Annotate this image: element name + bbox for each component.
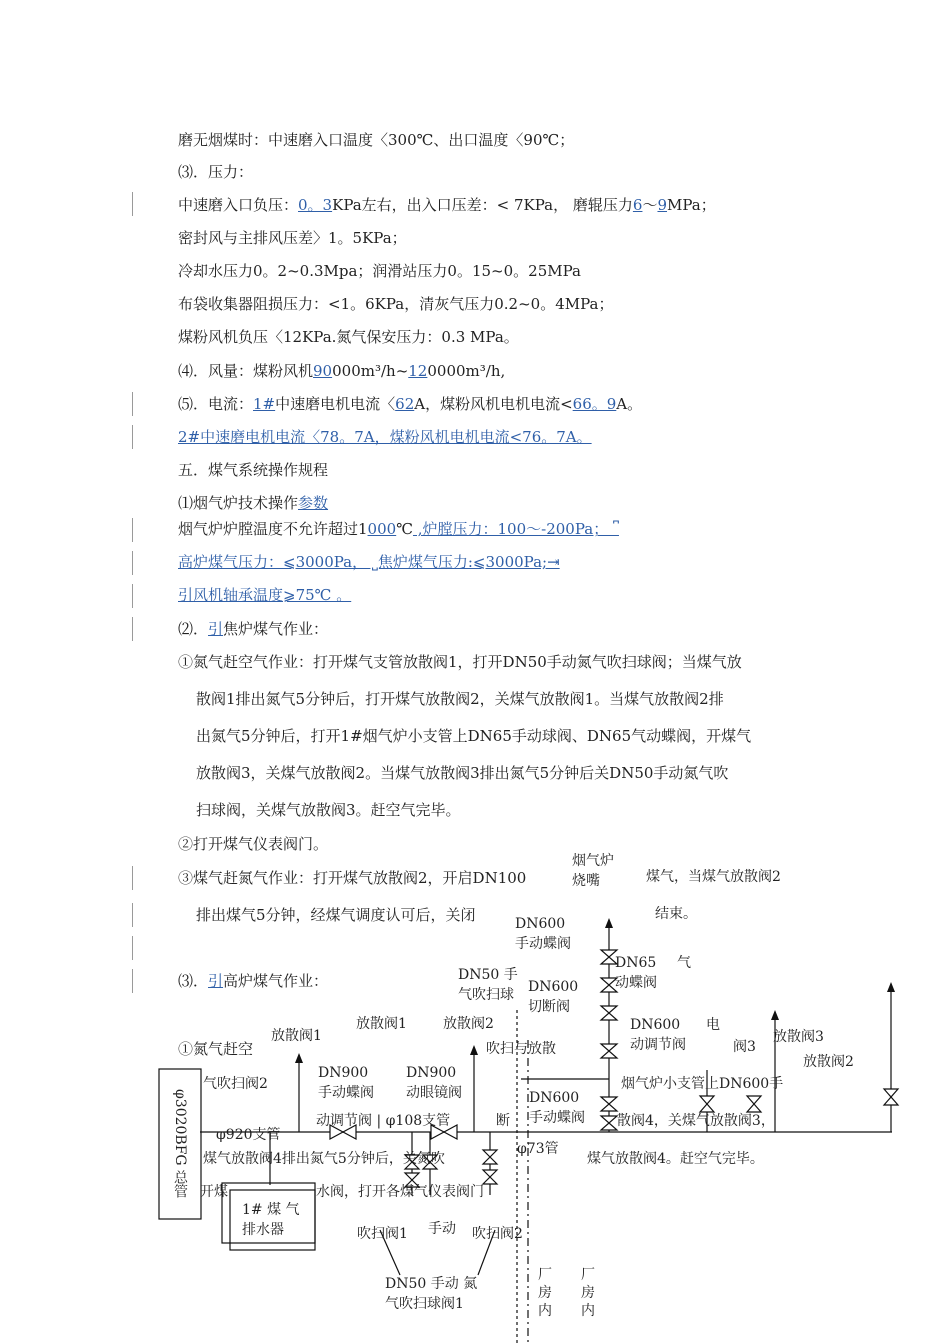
diagram-label: 烟气炉 xyxy=(572,853,614,869)
diagram-label: 1# 煤 气 xyxy=(242,1202,300,1218)
diagram-label: 厂 xyxy=(538,1267,552,1283)
diagram-label: 手动蝶阀 xyxy=(515,936,571,952)
text-run: 密封风与主排风压差〉1。5KPa； xyxy=(178,229,407,247)
text-run: A。 xyxy=(616,395,643,413)
text-run: 焦炉煤气作业： xyxy=(223,620,329,638)
diagram-label: DN600 xyxy=(630,1017,681,1033)
diagram-label: 气 xyxy=(677,955,691,971)
text-run: ①氮气赶空 xyxy=(178,1040,254,1058)
text-run: 66。9 xyxy=(572,395,617,413)
text-run: ～ xyxy=(642,196,658,214)
diagram-label: DN600 xyxy=(515,916,566,932)
diagram-label: 气吹扫球 xyxy=(458,987,514,1003)
text-run: 高炉煤气压力：⩽3000Pa， ⎵焦炉煤气压力:⩽3000Pa;⇥ xyxy=(178,553,560,571)
text-run: 磨无烟煤时：中速磨入口温度〈300℃、出口温度〈90℃； xyxy=(178,131,575,149)
diagram-label: 煤气放散阀4排出氮气5分钟后，关氮吹 xyxy=(203,1151,445,1167)
diagram-label: 动调节阀 | φ108支管 xyxy=(316,1113,451,1129)
text-run: 000m³/h~ xyxy=(332,362,409,380)
diagram-label: 内 xyxy=(581,1303,595,1319)
text-run: 9 xyxy=(657,196,668,214)
text-run: ⑵． xyxy=(178,620,209,638)
diagram-label: 阀3 xyxy=(733,1039,756,1055)
diagram-label: 煤气放散阀4。赶空气完毕。 xyxy=(587,1151,764,1167)
text-run: ②打开煤气仪表阀门。 xyxy=(178,835,329,853)
diagram-label: 切断阀 xyxy=(528,999,570,1015)
diagram-label: 排水器 xyxy=(242,1222,284,1238)
text-run: ⑶． xyxy=(178,972,209,990)
diagram-label: 结束。 xyxy=(655,906,697,922)
text-run: 6 xyxy=(632,196,643,214)
text-run: 扫球阀，关煤气放散阀3。赶空气完毕。 xyxy=(196,801,461,819)
text-run: 放散阀3，关煤气放散阀2。当煤气放散阀3排出氮气5分钟后关DN50手动氮气吹 xyxy=(196,764,729,782)
text-run: 布袋收集器阻损压力：<1。6KPa，清灰气压力0.2~0。4MPa； xyxy=(178,295,614,313)
text-run: ⑷．风量：煤粉风机 xyxy=(178,362,314,380)
diagram-label: DN900 xyxy=(318,1065,369,1081)
diagram-label: 手动蝶阀 xyxy=(318,1085,374,1101)
diagram-label: 房 xyxy=(581,1285,595,1301)
diagram-label: DN900 xyxy=(406,1065,457,1081)
text-run: 0000m³/h, xyxy=(427,362,506,380)
text-run: 烟气炉炉膛温度不允许超过1 xyxy=(178,520,368,538)
text-run: 62 xyxy=(395,395,415,413)
text-run: ⑸．电流： xyxy=(178,395,254,413)
diagram-label: 手动蝶阀 xyxy=(529,1110,585,1126)
text-run: 散阀1排出氮气5分钟后，打开煤气放散阀2，关煤气放散阀1。当煤气放散阀2排 xyxy=(196,690,724,708)
diagram-label: 放散阀2 xyxy=(803,1054,854,1070)
main-pipe-label: φ3020BFG 总管 xyxy=(172,1089,188,1199)
diagram-label: 动蝶阀 xyxy=(615,975,657,991)
diagram-label: 动眼镜阀 xyxy=(406,1085,462,1101)
text-run: ℃ xyxy=(396,520,413,538)
diagram-label: DN600 xyxy=(529,1090,580,1106)
diagram-label: 水阀，打开各煤气仪表阀门 xyxy=(316,1184,484,1200)
diagram-label: 放散阀3 xyxy=(773,1029,824,1045)
diagram-label: 吹扫阀1 xyxy=(357,1226,408,1242)
diagram-label: 吹扫阀2 xyxy=(472,1226,523,1242)
text-run: 排出煤气5分钟，经煤气调度认可后，关闭 xyxy=(196,906,476,924)
diagram-label: DN50 手动 氮 xyxy=(385,1276,478,1292)
text-run: 1# xyxy=(253,395,276,413)
text-run: 12 xyxy=(408,362,428,380)
text-run: 中速磨电机电流〈 xyxy=(275,395,396,413)
text-run: 中速磨入口负压： xyxy=(178,196,299,214)
text-run: ,炉膛压力：100～-200Pa； ⎴ xyxy=(412,520,619,538)
diagram-label: 散阀4，关煤气放散阀3， xyxy=(617,1113,775,1129)
text-run: 引 xyxy=(208,972,224,990)
diagram-label: 内 xyxy=(538,1303,552,1319)
diagram-label: 手动 xyxy=(428,1221,456,1237)
text-run: 冷却水压力0。2~0.3Mpa；润滑站压力0。15~0。25MPa xyxy=(178,262,581,280)
text-run: 五．煤气系统操作规程 xyxy=(178,461,329,479)
text-run: ⑶．压力： xyxy=(178,163,254,181)
diagram-label: 开煤 xyxy=(200,1184,228,1200)
text-run: 参数 xyxy=(298,494,329,512)
diagram-label: φ73管 xyxy=(517,1141,559,1157)
diagram-label: 放散阀1 xyxy=(271,1028,322,1044)
diagram-label: 气吹扫球阀1 xyxy=(385,1296,464,1312)
text-run: MPa； xyxy=(667,196,716,214)
text-run: 2#中速磨电机电流〈78。7A，煤粉风机电机电流<76。7A。 xyxy=(178,428,592,446)
diagram-label: φ920支管 xyxy=(216,1127,281,1143)
diagram-label: 烧嘴 xyxy=(572,873,600,889)
diagram-label: 断 xyxy=(496,1113,510,1129)
diagram-label: 电 xyxy=(706,1017,720,1033)
text-run: KPa左右，出入口压差：< 7KPa， 磨辊压力 xyxy=(332,196,633,214)
text-run: 高炉煤气作业： xyxy=(223,972,329,990)
diagram-label: DN65 xyxy=(615,955,657,971)
text-run: 煤粉风机负压〈12KPa.氮气保安压力：0.3 MPa。 xyxy=(178,328,519,346)
diagram-label: 气吹扫阀2 xyxy=(203,1076,268,1092)
text-run: 90 xyxy=(313,362,333,380)
text-run: 出氮气5分钟后，打开1#烟气炉小支管上DN65手动球阀、DN65气动蝶阀，开煤气 xyxy=(196,727,752,745)
diagram-label: 吹扫与放散 xyxy=(486,1041,556,1057)
diagram-label: 放散阀1 xyxy=(356,1016,407,1032)
diagram-label: 动调节阀 xyxy=(630,1037,686,1053)
text-run: ③煤气赶氮气作业：打开煤气放散阀2，开启DN100 xyxy=(178,869,527,887)
text-run: 0。3 xyxy=(298,196,333,214)
diagram-label: 烟气炉小支管上DN600手 xyxy=(621,1076,784,1092)
text-run: ①氮气赶空气作业：打开煤气支管放散阀1，打开DN50手动氮气吹扫球阀；当煤气放 xyxy=(178,653,742,671)
text-run: ⑴烟气炉技术操作 xyxy=(178,494,299,512)
text-run: 引风机轴承温度⩾75℃ 。 xyxy=(178,586,352,604)
diagram-label: 厂 xyxy=(581,1267,595,1283)
diagram-label: 放散阀2 xyxy=(443,1016,494,1032)
text-run: A，煤粉风机电机电流< xyxy=(414,395,573,413)
diagram-label: 煤气，当煤气放散阀2 xyxy=(646,869,781,885)
diagram-label: DN50 手 xyxy=(458,967,518,983)
diagram-label: 房 xyxy=(538,1285,552,1301)
text-run: 引 xyxy=(208,620,224,638)
text-run: 000 xyxy=(367,520,397,538)
diagram-label: DN600 xyxy=(528,979,579,995)
